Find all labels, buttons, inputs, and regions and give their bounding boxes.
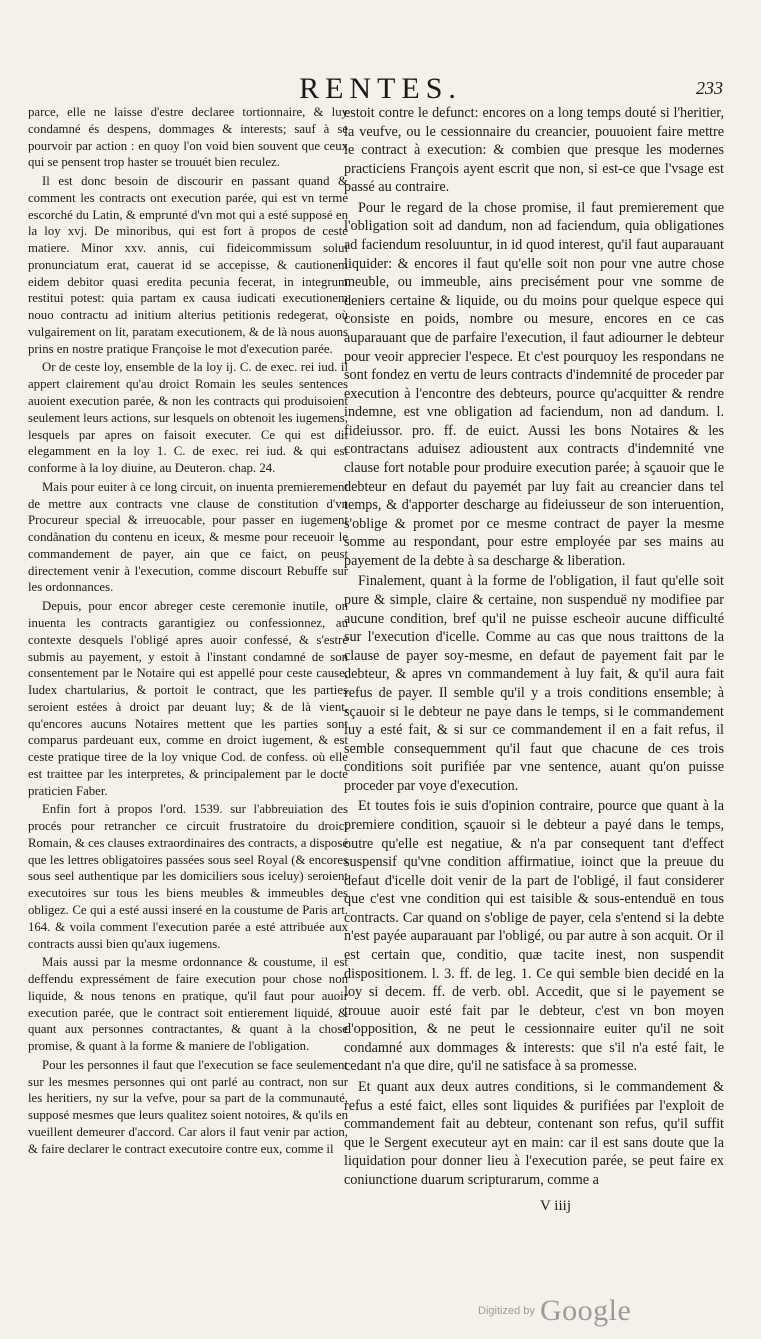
paragraph: parce, elle ne laisse d'estre declaree tortionnaire, & luy condamné és despens, dommages & interests; sauf à se pourvoir par action : en quoy l'on void bien souvent que ceux qui se pensent trop haster se trouuét bien reculez. xyxy=(28,105,348,170)
paragraph: Mais pour euiter à ce long circuit, on inuenta premierement de mettre aux contracts vne clause de constitution d'vn Procureur special & irreuocable, pour passer en iugement condânation du contenu en iceux, & mesme pour receuoir le commandement de payer, ain que ce faict, on peust directement venir à l'execution, comme discourt Rebuffe sur les ordonnances. xyxy=(28,479,348,595)
paragraph: Depuis, pour encor abreger ceste ceremonie inutile, on inuenta les contracts garantigiez ou confessionnez, au contexte desquels l'obligé apres auoir confessé, & s'estre submis au payement, y estoit à l'instant condamné de son consentement par le Notaire qui est appellé pour ceste cause, Iudex chartularius, & portoit le contract, que les parties seroient estées à droict par deuant luy; & de là vient, qu'encores aucuns Notaires mettent que les parties sont comparus pardeuant eux, comme en droict iugement, & est ceste pratique tiree de la loy vnique Cod. de confess. où elle est traittee par les interpretes, & principalement par le docte praticien Faber. xyxy=(28,599,348,798)
paragraph: Enfin fort à propos l'ord. 1539. sur l'abbreuiation des procés pour retrancher ce circuit frustratoire du droict Romain, & ces clauses extraordinaires des contracts, a disposé que les lettres obligatoires passées sous seel Royal (& encores sous seel authentique par les domiciliers sous iceluy) seroient executoires sur tous les biens meubles & immeubles des obligez. Ce qui a esté aussi inseré en la coustume de Paris art. 164. & voila comment l'execution parée a esté attribuée aux contracts aussi bien qu'aux iugemens. xyxy=(28,802,348,951)
digitization-watermark xyxy=(478,1294,631,1328)
right-column xyxy=(344,104,724,1190)
paragraph: Or de ceste loy, ensemble de la loy ij. C. de exec. rei iud. il appert clairement qu'au droict Romain les seules sentences auoient execution parée, & non les contracts qui produisoient seulement leurs actions, sur lesquels on obtenoit les iugemens, lesquels par apres on faisoit executer. Ce qui est dit elegamment en la loy 1. C. de exec. rei iud. & qui est conforme à la loy diuine, au Deuteron. chap. 24. xyxy=(28,360,348,476)
paragraph: Mais aussi par la mesme ordonnance & coustume, il est deffendu expressément de faire execution pour chose non liquide, & nous tenons en pratique, qu'il faut pour auoir execution parée, que le contract soit entierement liquidé, & quant aux personnes contractantes, & quant à la chose promise, & quant à la forme & maniere de l'obligation. xyxy=(28,955,348,1054)
paragraph: Pour les personnes il faut que l'execution se face seulement sur les mesmes personnes qui ont parlé au contract, non sur les heritiers, ny sur la vefve, pour sa part de la communauté, supposé mesmes que leurs qualitez soient notoires, & qu'ils en vueillent demeurer d'accord. Car alors il faut venir par action, & faire declarer le contract executoire contre eux, comme il xyxy=(28,1057,348,1156)
paragraph: Et quant aux deux autres conditions, si le commandement & refus a esté faict, elles sont liquides & purifiées par l'exploit de commandement fait au debteur, contenant son refus, qu'il suffit que le Sergent executeur ayt en main: car il est sans doute que la liquidation pour donner lieu à l'execution parée, se peut faire ex coniunctione duarum scripturarum, comme a xyxy=(344,1079,724,1188)
paragraph: Et toutes fois ie suis d'opinion contraire, pource que quant à la premiere condition, sçauoir si le debteur a payé dans le temps, outre qu'elle est negatiue, & n'a par consequent tant d'effect suspensif qu'vne condition affirmatiue, ioinct que la preuue du defaut d'icelle doit venir de la part de l'obligé, il faut considerer que c'est vne condition qui est taisible & sous-entenduë en tous contracts. Car quand on s'oblige de payer, cela s'entend si la debte n'est payée auparauant par l'obligé, ou par autre à son acquit. Or il est certain que, conditio, quæ tacite inest, non suspendit dispositionem. l. 3. ff. de leg. 1. Ce qui semble bien decidé en la loy si decem. ff. de verb. obl. Accedit, que si le payement se trouue auoir esté fait par le debteur, c'est vn bon moyen d'opposition, & ne peut le cessionnaire euiter qu'il ne soit condamné aux dommages & interests: que s'il n'a esté fait, le cedant n'a que dire, qu'il ne satisface à sa promesse. xyxy=(344,798,724,1075)
paragraph: estoit contre le defunct: encores on a long temps douté si l'heritier, la veufve, ou le cessionnaire du creancier, pouuoient faire mettre le contract à execution: & combien que presque les modernes practiciens François ayent escrit que non, si est-ce que l'vsage est passé au contraire. xyxy=(344,105,724,196)
paragraph: Finalement, quant à la forme de l'obligation, il faut qu'elle soit pure & simple, claire & certaine, non suspenduë ny modifiee par aucune condition, bref qu'il ne puisse escheoir aucune difficulté sur l'execution d'icelle. Comme au cas que nous traittons de la clause de payer soy-mesme, en defaut de payement fait par le debteur, & apres vn commandement à luy fait, & qu'il aura fait refus de payer. Il semble qu'il y a trois conditions ensemble; à sçauoir si le debteur ne paye dans le temps, si le commandement luy a esté fait, & si sur ce commandement il en a fait refus, il semble consequemment qu'il faut que chacune de ces trois conditions soit purifiée par vne sentence, auant qu'on puisse proceder par voye d'execution. xyxy=(344,573,724,794)
watermark-prefix: Digitized by xyxy=(478,1305,535,1317)
watermark-logo: Google xyxy=(539,1294,632,1327)
running-title: RENTES. xyxy=(299,72,462,105)
paragraph: Pour le regard de la chose promise, il faut premierement que l'obligation soit ad dandum, non ad faciendum, quia obligationes ad faciendum resoluuntur, in id quod interest, qu'il faut auparauant liquider: & encores il faut qu'elle soit non pour vne autre chose meuble, ou immeuble, ains precisément pour vne somme de deniers certaine & liquide, ou du moins pour quelque espece qui consiste en poids, nombre ou mesure, encores en ce cas auparauant que de parfaire l'execution, il faut adiourner le debteur pour veoir apprecier l'espece. Et c'est pourquoy les respondans ne sont fondez en vertu de leurs contracts d'indemnité de proceder par execution à l'encontre des debteurs, pource qu'acquitter & rendre indemne, est vne obligation ad faciendum, non ad dandum. l. fideiussor. pro. ff. de euict. Aussi les bons Notaires & les contractans aduisez adioustent aux contracts d'indemnité vne clause fort notable pour produire execution parée; à sçauoir que le debteur en defaut du payemét par luy fait au creancier dans tel temps, & d'apporter descharge au fideiusseur de son interuention, s'oblige & promet por ce mesme contract de payer la mesme somme au respondant, pour estre employée par ses mains au payement de la debte à sa descharge & liberation. xyxy=(344,199,724,569)
page-number: 233 xyxy=(696,78,723,98)
paragraph: Il est donc besoin de discourir en passant quand & comment les contracts ont execution parée, qui est vn terme escorché du Latin, & emprunté d'vn mot qui a esté supposé en la loy xvj. De minoribus, qui est fort à propos de ceste matiere. Minor xxv. annis, cui fideicommissum solui pronunciatum erat, cauerat id se accepisse, & cautionem eidem debitor quasi eredita pecunia fecerat, in integrum restitui potest: quia partam ex causa iudicati executionem nouo contractu ad initium alterius petitionis redegerat, où vulgairement on lit, paratam executionem, & de là nous auons prins en nostre pratique Françoise le mot d'execution parée. xyxy=(28,174,348,356)
left-column xyxy=(28,104,348,1157)
signature-mark: V iiij xyxy=(540,1198,571,1214)
